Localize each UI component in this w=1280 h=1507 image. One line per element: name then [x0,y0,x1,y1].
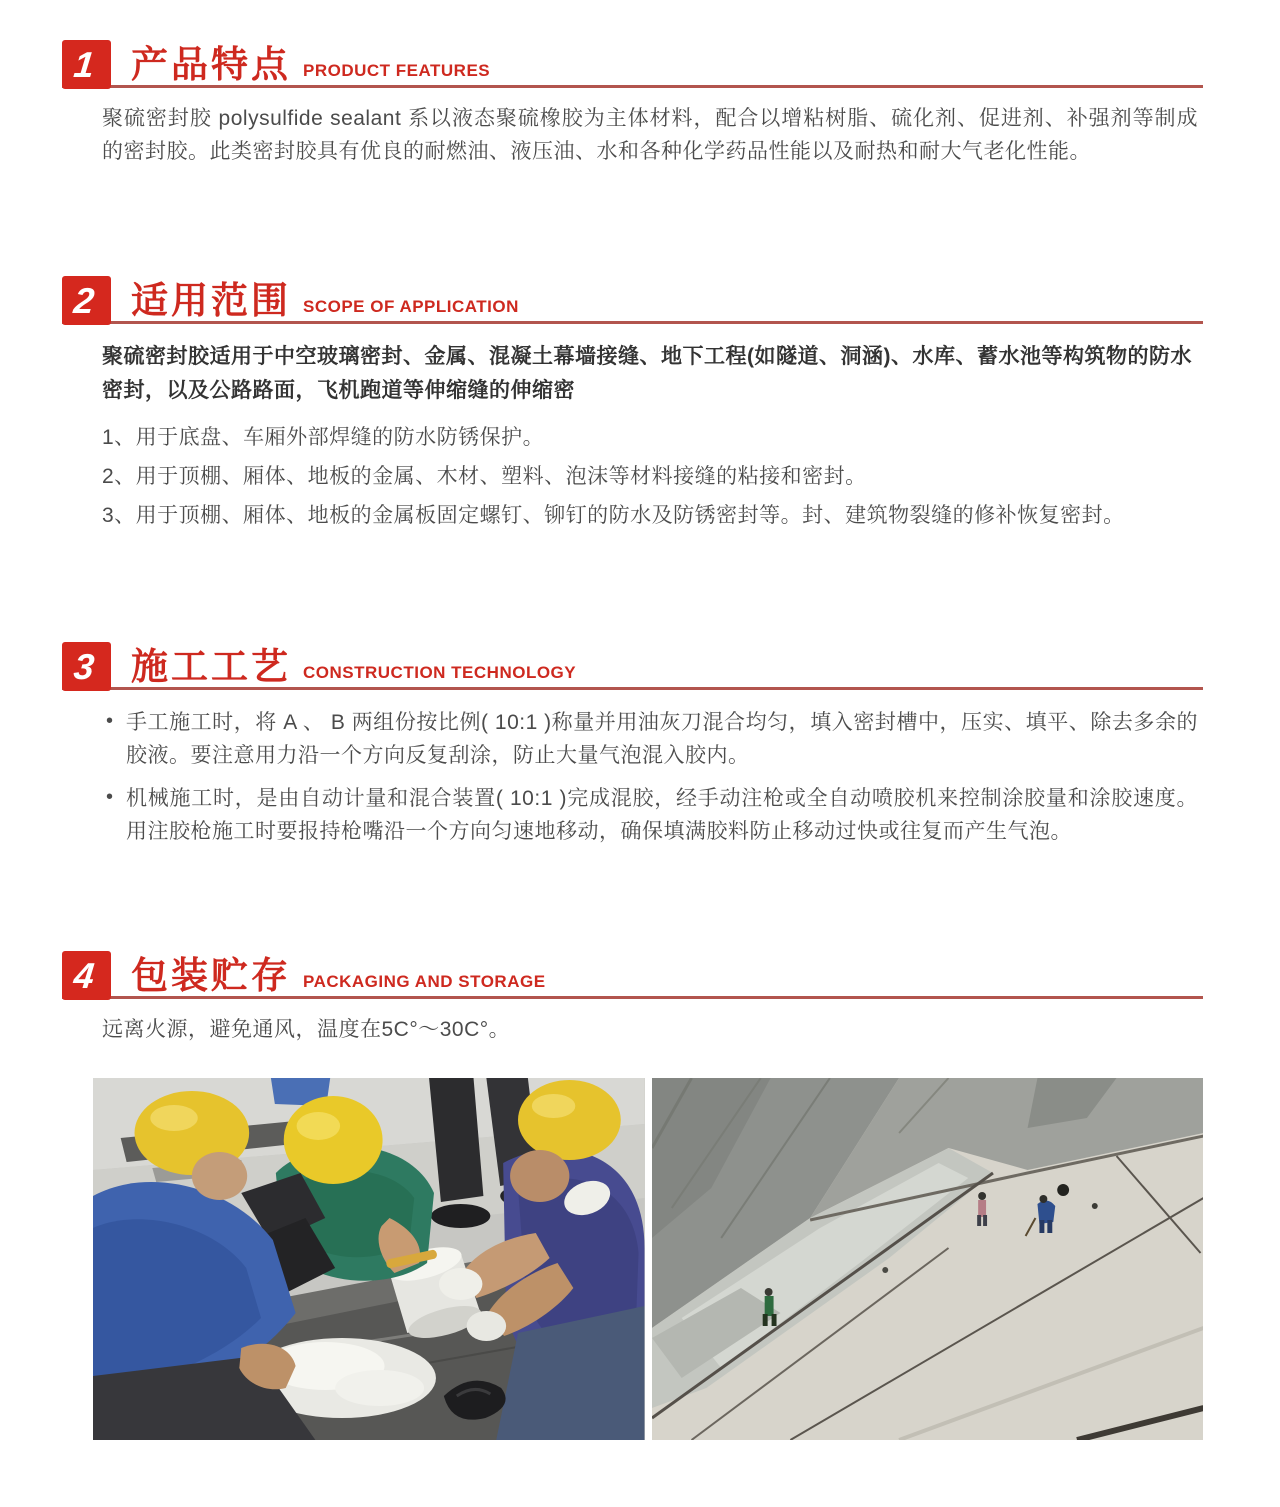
section-4-header [62,947,1203,999]
section-2-header [62,272,1203,324]
dam-slope-illustration [652,1078,1204,1440]
section-4-paragraph: 远离火源，避免通风，温度在5C°～30C°。 [102,1018,511,1041]
section-2-title-en: SCOPE OF APPLICATION [303,297,519,316]
section-scope-of-application [62,272,1203,532]
section-1-number-badge [62,40,111,89]
section-4-title-en: PACKAGING AND STORAGE [303,972,546,991]
list-item: • 手工施工时，将 A 、 B 两组份按比例( 10:1 )称量并用油灰刀混合均匀，填入密封槽中，压实、填平、除去多余的胶液。要注意用力沿一个方向反复刮涂，防止大量气泡混入胶内。 [104,706,1198,772]
section-4-number-badge [62,951,111,1000]
photo-row [93,1078,1203,1440]
workers-mixing-sealant-photo [93,1078,645,1440]
section-packaging-and-storage [62,947,1203,1046]
section-2-lead-paragraph: 聚硫密封胶适用于中空玻璃密封、金属、混凝土幕墙接缝、地下工程(如隧道、洞涵)、水库、蓄水池等构筑物的防水密封，以及公路路面，飞机跑道等伸缩缝的伸缩密 [102,345,1192,402]
section-2-title-zh: 适用范围 [131,280,291,321]
list-item: 3、用于顶棚、厢体、地板的金属板固定螺钉、铆钉的防水及防锈密封等。封、建筑物裂缝的修补恢复密封。 [102,504,1125,527]
section-1-header [62,36,1203,88]
section-3-bullet-list [104,706,1198,848]
section-2-number: 2 [72,279,97,321]
list-item: • 机械施工时，是由自动计量和混合装置( 10:1 )完成混胶，经手动注枪或全自动喷胶机来控制涂胶量和涂胶速度。用注胶枪施工时要报持枪嘴沿一个方向匀速地移动，确保填满胶料防止移动过快或往复而产生气泡。 [104,782,1198,848]
list-item: 2、用于顶棚、厢体、地板的金属、木材、塑料、泡沫等材料接缝的粘接和密封。 [102,465,867,488]
list-item: 1、用于底盘、车厢外部焊缝的防水防锈保护。 [102,426,545,449]
section-product-features [62,36,1203,168]
section-3-title-zh: 施工工艺 [131,646,291,687]
section-1-paragraph: 聚硫密封胶 polysulfide sealant 系以液态聚硫橡胶为主体材料，配合以增粘树脂、硫化剂、促进剂、补强剂等制成的密封胶。此类密封胶具有优良的耐燃油、液压油、水和各种化学药品性能以及耐热和耐大气老化性能。 [102,107,1198,163]
section-2-application-list [102,421,1198,532]
section-4-title-zh: 包装贮存 [131,955,291,996]
section-3-header [62,638,1203,690]
section-1-title-en: PRODUCT FEATURES [303,61,491,80]
dam-slope-expansion-joints-photo [652,1078,1204,1440]
section-4-number: 4 [72,954,97,996]
section-1-number: 1 [72,43,97,85]
section-3-number: 3 [72,645,97,687]
section-1-title-zh: 产品特点 [131,44,291,85]
section-3-number-badge [62,642,111,691]
section-3-title-en: CONSTRUCTION TECHNOLOGY [303,663,577,682]
workers-mixing-sealant-illustration [93,1078,645,1440]
section-construction-technology [62,638,1203,848]
section-2-number-badge [62,276,111,325]
